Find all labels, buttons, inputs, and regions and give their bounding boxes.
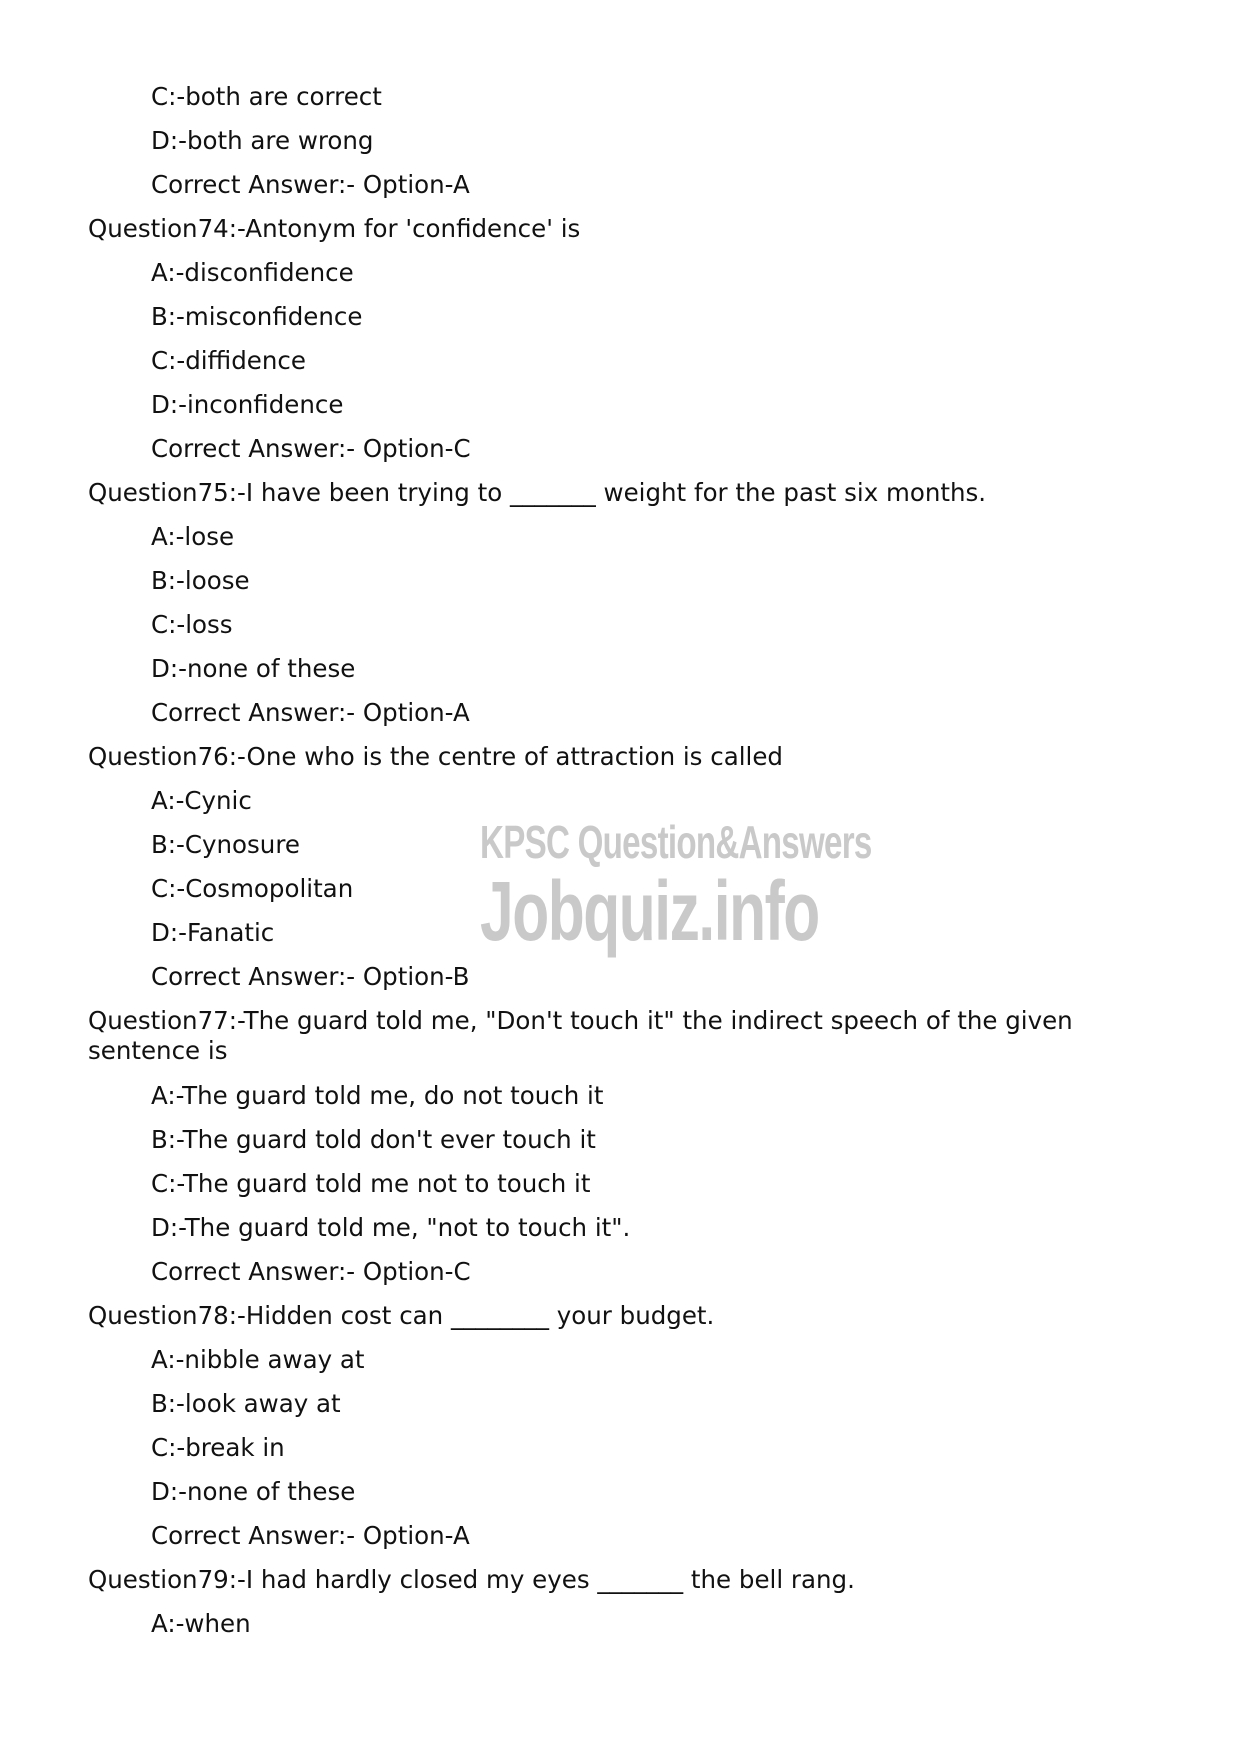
option-c-q75: C:-loss xyxy=(151,610,233,639)
option-d-q78: D:-none of these xyxy=(151,1477,356,1506)
question-79: Question79:-I had hardly closed my eyes _______ the bell rang. xyxy=(88,1565,855,1594)
option-c-q74: C:-diffidence xyxy=(151,346,306,375)
correct-answer-q74: Correct Answer:- Option-C xyxy=(151,434,471,463)
correct-answer-q77: Correct Answer:- Option-C xyxy=(151,1257,471,1286)
option-c-q76: C:-Cosmopolitan xyxy=(151,874,354,903)
option-a-q74: A:-disconfidence xyxy=(151,258,354,287)
option-d-q75: D:-none of these xyxy=(151,654,356,683)
option-b-q74: B:-misconfidence xyxy=(151,302,363,331)
option-c-q78: C:-break in xyxy=(151,1433,285,1462)
option-d-q77: D:-The guard told me, "not to touch it". xyxy=(151,1213,631,1242)
option-a-q79: A:-when xyxy=(151,1609,251,1638)
option-a-q75: A:-lose xyxy=(151,522,235,551)
option-d-q76: D:-Fanatic xyxy=(151,918,275,947)
question-74: Question74:-Antonym for 'confidence' is xyxy=(88,214,581,243)
option-c-q73: C:-both are correct xyxy=(151,82,382,111)
option-a-q77: A:-The guard told me, do not touch it xyxy=(151,1081,604,1110)
option-c-q77: C:-The guard told me not to touch it xyxy=(151,1169,591,1198)
option-b-q77: B:-The guard told don't ever touch it xyxy=(151,1125,596,1154)
option-b-q76: B:-Cynosure xyxy=(151,830,300,859)
option-a-q76: A:-Cynic xyxy=(151,786,252,815)
option-b-q78: B:-look away at xyxy=(151,1389,341,1418)
watermark-line2: Jobquiz.info xyxy=(480,864,819,958)
question-78: Question78:-Hidden cost can ________ your budget. xyxy=(88,1301,715,1330)
correct-answer-q78: Correct Answer:- Option-A xyxy=(151,1521,470,1550)
correct-answer-q73: Correct Answer:- Option-A xyxy=(151,170,470,199)
correct-answer-q76: Correct Answer:- Option-B xyxy=(151,962,470,991)
correct-answer-q75: Correct Answer:- Option-A xyxy=(151,698,470,727)
question-76: Question76:-One who is the centre of attraction is called xyxy=(88,742,783,771)
watermark-line1: KPSC Question&Answers xyxy=(480,816,872,868)
option-b-q75: B:-loose xyxy=(151,566,250,595)
option-d-q73: D:-both are wrong xyxy=(151,126,374,155)
question-77: Question77:-The guard told me, "Don't touch it" the indirect speech of the given sentence is xyxy=(88,1006,1073,1065)
watermark xyxy=(480,816,872,958)
option-a-q78: A:-nibble away at xyxy=(151,1345,365,1374)
question-75: Question75:-I have been trying to _______ weight for the past six months. xyxy=(88,478,987,507)
option-d-q74: D:-inconfidence xyxy=(151,390,344,419)
